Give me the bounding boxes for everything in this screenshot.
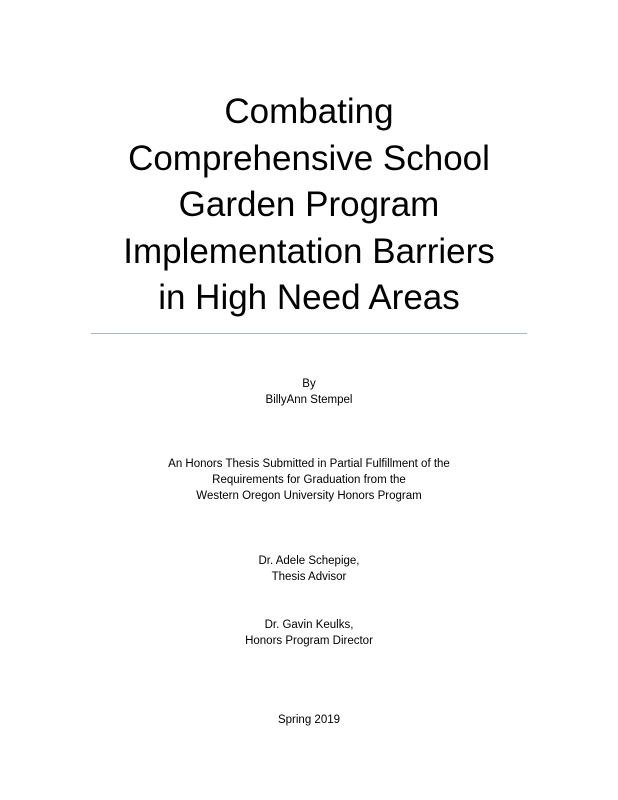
- by-label: By: [302, 378, 316, 390]
- submission-line: An Honors Thesis Submitted in Partial Fulfillment of the: [168, 458, 450, 470]
- director-role: Honors Program Director: [245, 635, 373, 647]
- advisor-block: [60, 553, 558, 585]
- author-block: [60, 376, 558, 408]
- submission-date: [60, 712, 558, 728]
- submission-line: Western Oregon University Honors Program: [196, 490, 422, 502]
- date-text: Spring 2019: [277, 714, 341, 726]
- director-block: [60, 617, 558, 649]
- title-line: in High Need Areas: [158, 278, 460, 317]
- title-line: Combating: [224, 92, 394, 131]
- title-line: Comprehensive School: [128, 138, 490, 178]
- thesis-title: [60, 89, 558, 322]
- submission-line: Requirements for Graduation from the: [212, 474, 406, 486]
- title-line: Implementation Barriers: [123, 231, 495, 271]
- submission-statement: [60, 456, 558, 504]
- title-divider: [91, 333, 527, 334]
- title-line: Garden Program: [178, 185, 440, 224]
- author-name: BillyAnn Stempel: [265, 394, 353, 406]
- advisor-name: Dr. Adele Schepige,: [258, 555, 360, 567]
- advisor-role: Thesis Advisor: [271, 571, 347, 583]
- director-name: Dr. Gavin Keulks,: [264, 619, 354, 631]
